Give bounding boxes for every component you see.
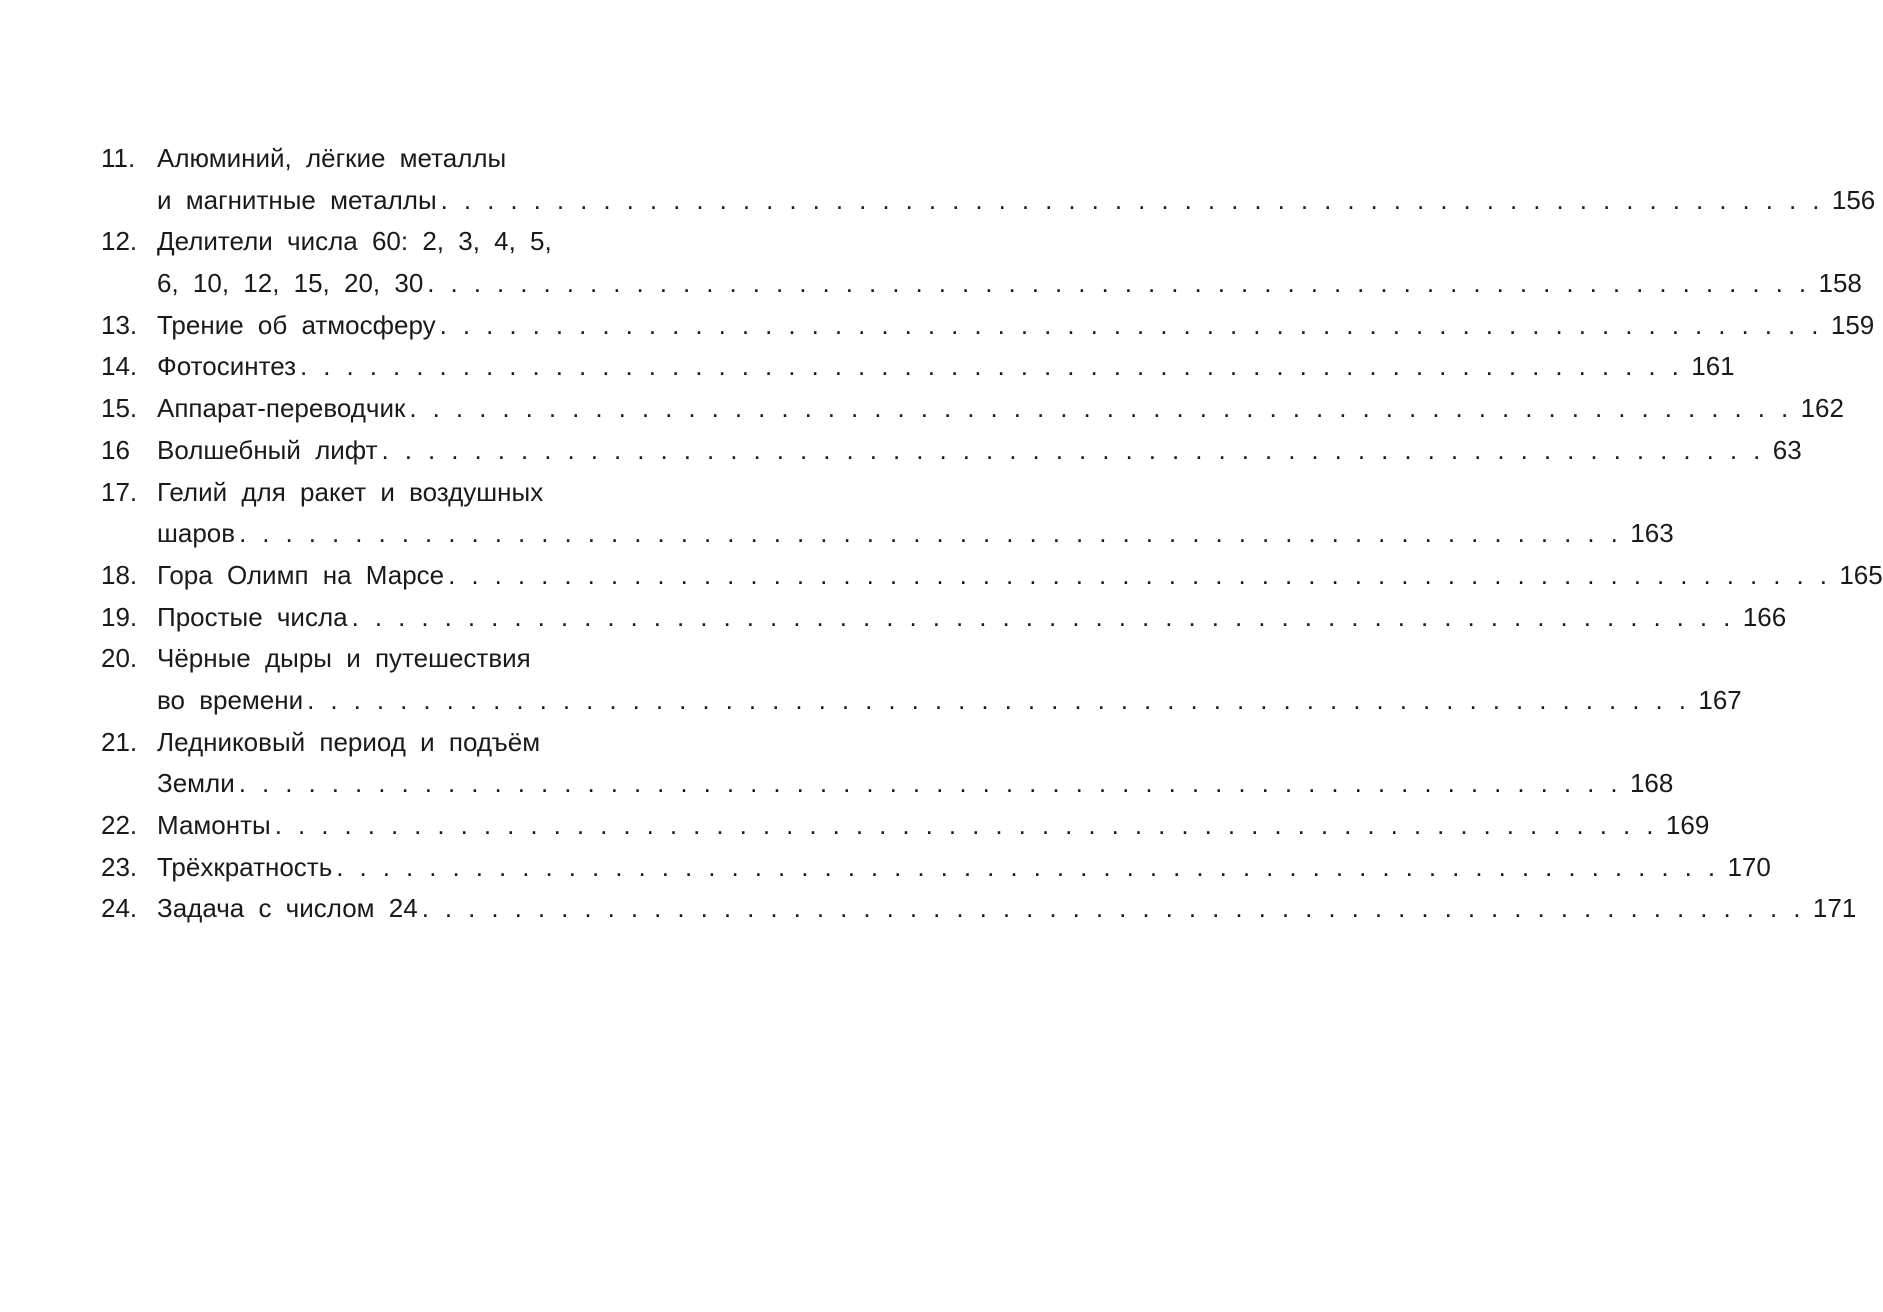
toc-entry-number: 19. xyxy=(101,601,138,632)
toc-line xyxy=(0,847,1771,889)
toc-leader-row xyxy=(157,763,1674,805)
toc-entry-number: 20. xyxy=(101,643,138,674)
toc-entry-number: 21. xyxy=(101,726,138,757)
toc-page-number: 170 xyxy=(1727,851,1771,882)
dot-leader: . . . . . . . . . . . . . . . . . . . . . . . . . . . . . . . . . . . . . . . . . . . . . . . . . . . . . . . . . . . . xyxy=(440,184,1824,215)
toc-page-number: 168 xyxy=(1629,768,1674,799)
toc-line xyxy=(0,472,845,514)
toc-line xyxy=(0,430,1802,472)
toc-entry-title: Чёрные дыры и путешествия xyxy=(157,643,531,674)
toc-entry-number: 23. xyxy=(101,851,138,882)
toc-entry[interactable] xyxy=(0,597,1787,639)
toc-entry-title: Гелий для ракет и воздушных xyxy=(157,476,544,507)
toc-page-number: 159 xyxy=(1830,309,1875,340)
toc-page-number: 163 xyxy=(1630,518,1674,549)
toc-line xyxy=(0,346,1735,388)
toc-entry[interactable] xyxy=(0,430,1802,472)
toc-entry-title: Волшебный лифт xyxy=(157,434,378,465)
toc-leader-row xyxy=(157,305,1875,347)
toc-line xyxy=(0,263,1862,305)
toc-entry[interactable] xyxy=(0,638,1742,721)
toc-page-number: 171 xyxy=(1812,893,1857,924)
toc-entry-title: Ледниковый период и подъём xyxy=(157,726,541,757)
toc-line xyxy=(0,888,1857,930)
toc-entry[interactable] xyxy=(0,847,1771,889)
toc-leader-row xyxy=(157,888,1857,930)
toc-line xyxy=(0,597,1787,639)
toc-leader-row xyxy=(157,180,1876,222)
toc-leader-row xyxy=(157,346,1735,388)
toc-line xyxy=(0,722,845,764)
toc-entry-title: Мамонты xyxy=(157,810,271,840)
toc-page-number: 167 xyxy=(1698,684,1742,715)
toc-page-number: 156 xyxy=(1831,184,1876,215)
dot-leader: . . . . . . . . . . . . . . . . . . . . . . . . . . . . . . . . . . . . . . . . . . . . . . . . . . . . . . . . . . . . xyxy=(409,393,1793,424)
toc-entry[interactable] xyxy=(0,305,1875,347)
dot-leader: . . . . . . . . . . . . . . . . . . . . . . . . . . . . . . . . . . . . . . . . . . . . . . . . . . . . . . . . . . . . xyxy=(439,309,1823,340)
toc-line xyxy=(0,513,1674,555)
toc-entry-title: Трёхкратность xyxy=(157,851,333,882)
toc-entry-title: Делители числа 60: 2, 3, 4, 5, xyxy=(157,226,552,257)
toc-leader-row xyxy=(157,430,1802,472)
toc-entry-number: 18. xyxy=(101,559,138,590)
toc-entry[interactable] xyxy=(0,888,1857,930)
dot-leader: . . . . . . . . . . . . . . . . . . . . . . . . . . . . . . . . . . . . . . . . . . . . . . . . . . . . . . . . . . . . xyxy=(238,768,1622,799)
toc-entry-title: Земли xyxy=(157,768,235,799)
toc-line xyxy=(0,138,845,180)
toc-entry-number: 15. xyxy=(101,393,138,424)
toc-line xyxy=(0,180,1876,222)
toc-entry[interactable] xyxy=(0,472,1674,555)
toc-entry-number: 16 xyxy=(101,434,130,465)
toc-leader-row xyxy=(157,680,1742,722)
toc-entry[interactable] xyxy=(0,346,1735,388)
dot-leader: . . . . . . . . . . . . . . . . . . . . . . . . . . . . . . . . . . . . . . . . . . . . . . . . . . . . . . . . . . . . xyxy=(274,810,1658,840)
toc-leader-row xyxy=(157,555,1883,597)
dot-leader: . . . . . . . . . . . . . . . . . . . . . . . . . . . . . . . . . . . . . . . . . . . . . . . . . . . . . . . . . . . . xyxy=(448,559,1832,590)
toc-line xyxy=(0,805,1710,847)
toc-entry-number: 11. xyxy=(101,143,136,173)
toc-entry-title: Задача с числом 24 xyxy=(157,893,418,924)
toc-page-number: 158 xyxy=(1818,268,1862,299)
toc-entry-title: 6, 10, 12, 15, 20, 30 xyxy=(157,268,424,299)
toc-entry-title: Фотосинтез xyxy=(157,351,297,382)
toc-page-number: 162 xyxy=(1800,393,1844,424)
toc-page-number: 161 xyxy=(1691,351,1735,382)
toc-leader-row xyxy=(157,513,1674,555)
toc-line xyxy=(0,680,1742,722)
toc-page-number: 63 xyxy=(1772,434,1802,465)
toc-entry[interactable] xyxy=(0,221,1862,304)
toc-entry-title: Трение об атмосферу xyxy=(157,309,436,340)
toc-entry[interactable] xyxy=(0,388,1844,430)
toc-entry[interactable] xyxy=(0,722,1674,805)
toc-leader-row xyxy=(157,388,1844,430)
dot-leader: . . . . . . . . . . . . . . . . . . . . . . . . . . . . . . . . . . . . . . . . . . . . . . . . . . . . . . . . . . . . xyxy=(239,518,1623,549)
toc-entry-title: Аппарат-переводчик xyxy=(157,393,406,424)
toc-leader-row xyxy=(157,597,1787,639)
toc-line xyxy=(0,221,845,263)
toc-entry-title: во времени xyxy=(157,684,304,715)
toc-entry-title: и магнитные металлы xyxy=(157,184,437,215)
toc-entry-number: 22. xyxy=(101,810,138,840)
toc-line xyxy=(0,638,845,680)
toc-leader-row xyxy=(157,847,1771,889)
toc-entry[interactable] xyxy=(0,138,1876,221)
table-of-contents xyxy=(0,138,1883,930)
toc-entry[interactable] xyxy=(0,805,1710,847)
dot-leader: . . . . . . . . . . . . . . . . . . . . . . . . . . . . . . . . . . . . . . . . . . . . . . . . . . . . . . . . . . . . xyxy=(336,851,1720,882)
toc-entry[interactable] xyxy=(0,555,1883,597)
toc-line xyxy=(0,388,1844,430)
toc-entry-number: 24. xyxy=(101,893,138,924)
dot-leader: . . . . . . . . . . . . . . . . . . . . . . . . . . . . . . . . . . . . . . . . . . . . . . . . . . . . . . . . . . . . xyxy=(381,434,1765,465)
dot-leader: . . . . . . . . . . . . . . . . . . . . . . . . . . . . . . . . . . . . . . . . . . . . . . . . . . . . . . . . . . . . xyxy=(351,601,1735,632)
toc-page-number: 166 xyxy=(1742,601,1787,632)
toc-entry-title: Алюминий, лёгкие металлы xyxy=(157,143,507,173)
toc-line xyxy=(0,305,1875,347)
toc-leader-row xyxy=(157,805,1710,847)
dot-leader: . . . . . . . . . . . . . . . . . . . . . . . . . . . . . . . . . . . . . . . . . . . . . . . . . . . . . . . . . . . . xyxy=(427,268,1811,299)
toc-line xyxy=(0,763,1674,805)
toc-entry-title: шаров xyxy=(157,518,236,549)
toc-line xyxy=(0,555,1883,597)
toc-entry-number: 17. xyxy=(101,476,138,507)
toc-entry-number: 14. xyxy=(101,351,138,382)
dot-leader: . . . . . . . . . . . . . . . . . . . . . . . . . . . . . . . . . . . . . . . . . . . . . . . . . . . . . . . . . . . . xyxy=(307,684,1691,715)
toc-leader-row xyxy=(157,263,1862,305)
dot-leader: . . . . . . . . . . . . . . . . . . . . . . . . . . . . . . . . . . . . . . . . . . . . . . . . . . . . . . . . . . . . xyxy=(421,893,1805,924)
toc-entry-number: 12. xyxy=(101,226,138,257)
toc-page-number: 169 xyxy=(1665,810,1710,840)
dot-leader: . . . . . . . . . . . . . . . . . . . . . . . . . . . . . . . . . . . . . . . . . . . . . . . . . . . . . . . . . . . . xyxy=(300,351,1684,382)
toc-page-number: 165 xyxy=(1839,559,1883,590)
toc-entry-number: 13. xyxy=(101,309,138,340)
toc-entry-title: Гора Олимп на Марсе xyxy=(157,559,445,590)
toc-entry-title: Простые числа xyxy=(157,601,348,632)
